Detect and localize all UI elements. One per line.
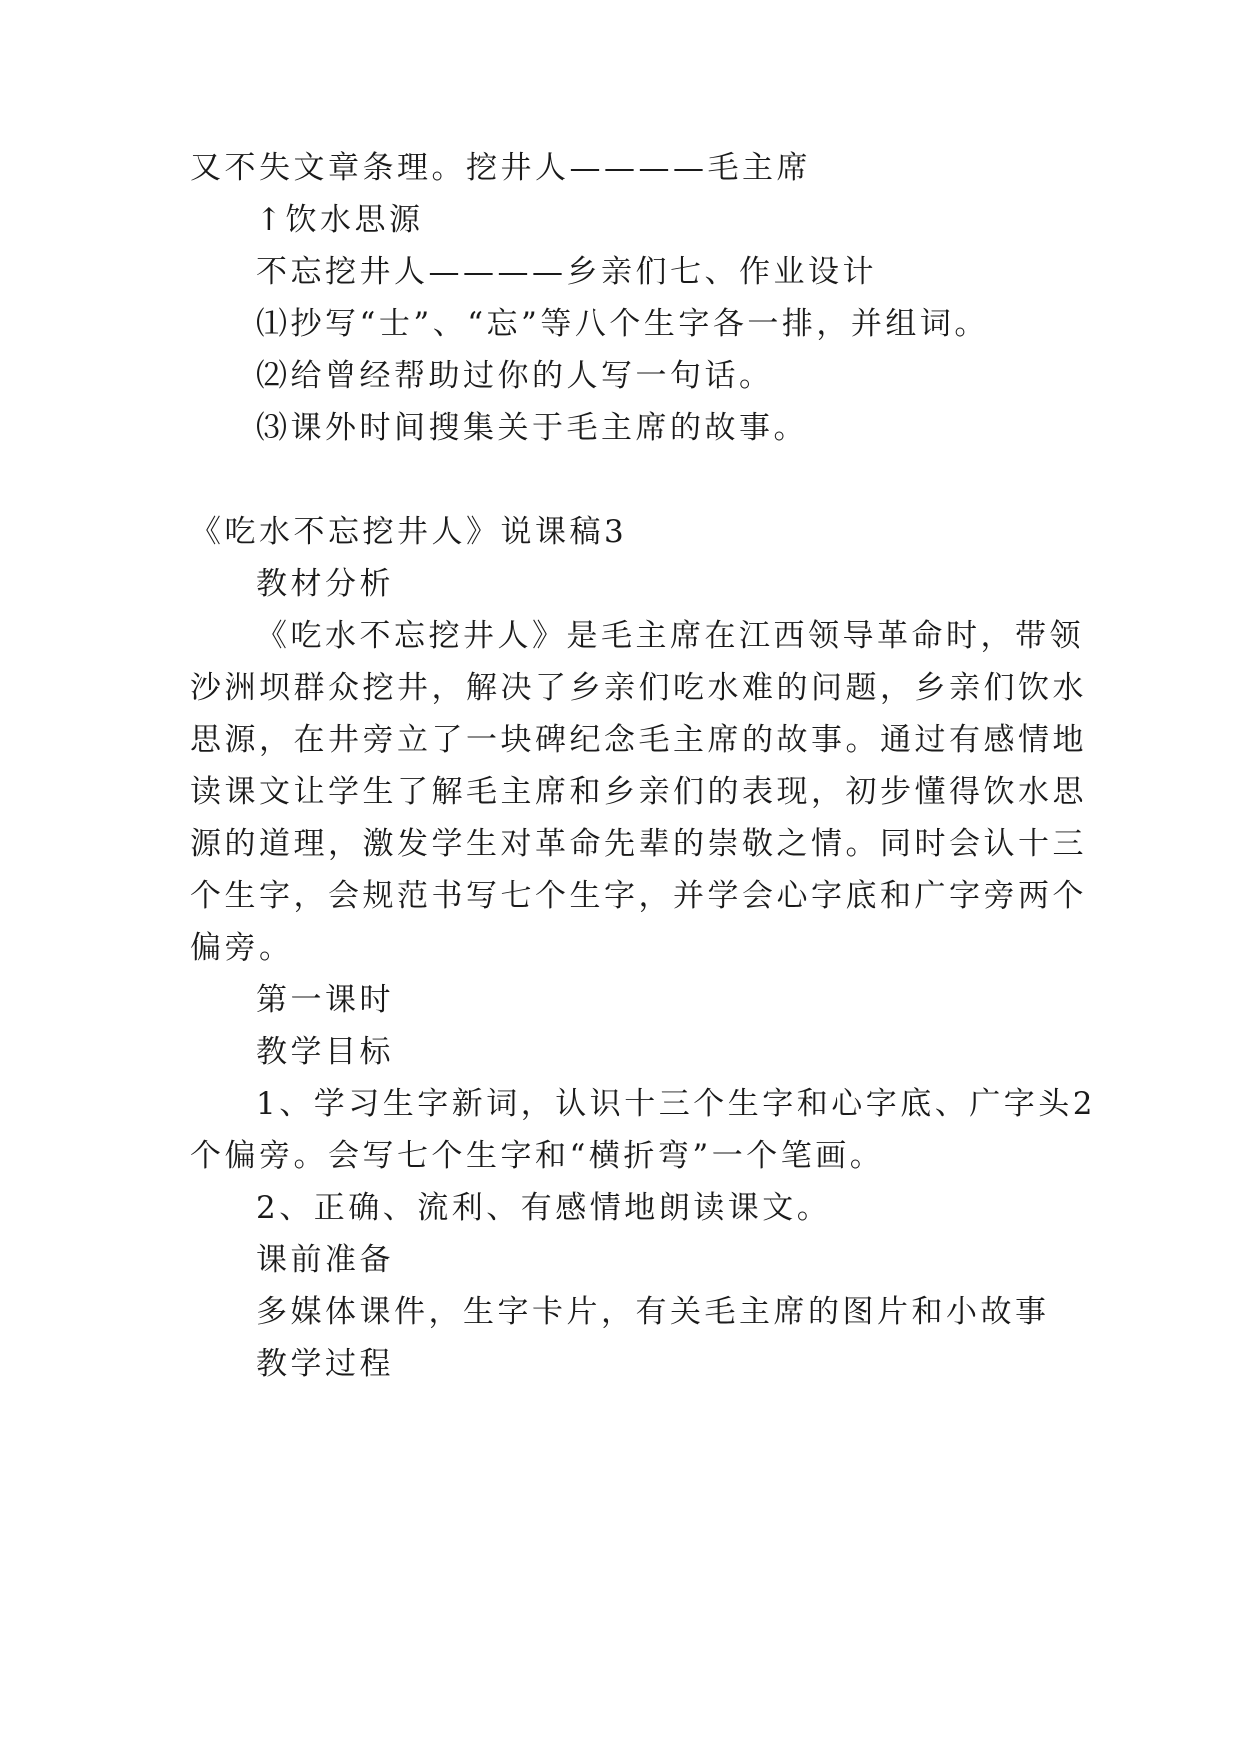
paragraph-line: 读课文让学生了解毛主席和乡亲们的表现，初步懂得饮水思 bbox=[190, 774, 1087, 810]
paragraph-line: 偏旁。 bbox=[190, 930, 294, 966]
homework-item: ⑶课外时间搜集关于毛主席的故事。 bbox=[256, 410, 808, 446]
paragraph-line: 个生字，会规范书写七个生字，并学会心字底和广字旁两个 bbox=[190, 878, 1087, 914]
section-heading: 教学过程 bbox=[256, 1346, 394, 1382]
text-line: 又不失文章条理。挖井人————毛主席 bbox=[190, 150, 811, 186]
section-heading: 教材分析 bbox=[256, 566, 394, 602]
paragraph-line: 沙洲坝群众挖井，解决了乡亲们吃水难的问题，乡亲们饮水 bbox=[190, 670, 1087, 706]
prep-text: 多媒体课件，生字卡片，有关毛主席的图片和小故事 bbox=[256, 1294, 1050, 1330]
paragraph-line: 源的道理，激发学生对革命先辈的崇敬之情。同时会认十三 bbox=[190, 826, 1087, 862]
section-heading: 第一课时 bbox=[256, 982, 394, 1018]
homework-item: ⑵给曾经帮助过你的人写一句话。 bbox=[256, 358, 774, 394]
section-heading: 课前准备 bbox=[256, 1242, 394, 1278]
goal-item: 2、正确、流利、有感情地朗读课文。 bbox=[256, 1190, 832, 1226]
paragraph-line: 思源，在井旁立了一块碑纪念毛主席的故事。通过有感情地 bbox=[190, 722, 1087, 758]
section-title: 《吃水不忘挖井人》说课稿3 bbox=[190, 514, 628, 550]
homework-item: ⑴抄写“士”、“忘”等八个生字各一排，并组词。 bbox=[256, 306, 989, 342]
section-heading: 教学目标 bbox=[256, 1034, 394, 1070]
goal-item-continued: 个偏旁。会写七个生字和“横折弯”一个笔画。 bbox=[190, 1138, 885, 1174]
text-line: 不忘挖井人————乡亲们七、作业设计 bbox=[256, 254, 877, 290]
paragraph-line: 《吃水不忘挖井人》是毛主席在江西领导革命时，带领 bbox=[256, 618, 1084, 654]
goal-item: 1、学习生字新词，认识十三个生字和心字底、广字头2 bbox=[256, 1086, 1096, 1122]
text-line: ↑饮水思源 bbox=[256, 202, 424, 238]
